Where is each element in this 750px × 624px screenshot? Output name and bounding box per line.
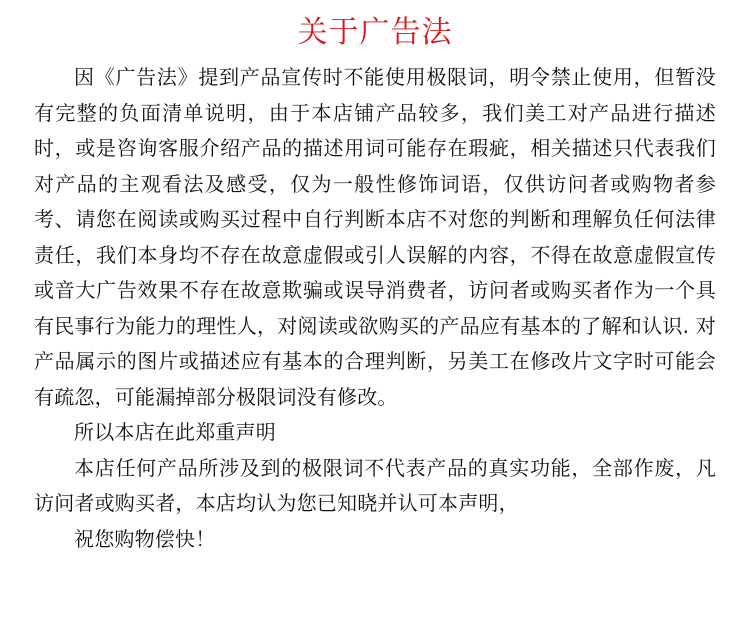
page-title: 关于广告法 xyxy=(297,15,453,50)
declaration-paragraph: 本店任何产品所涉及到的极限词不代表产品的真实功能，全部作废，凡访问者或购买者，本店均认为您已知晓并认可本声明， xyxy=(34,455,716,515)
closing-wish: 祝您购物偿快！ xyxy=(74,526,216,551)
disclaimer-paragraph: 因《广告法》提到产品宣传时不能使用极限词，明令禁止使用，但暂没有完整的负面清单说明，由于本店铺产品较多，我们美工对产品进行描述时，或是咨询客服介绍产品的描述用词可能存在瑕疵，相关描述只代表我们对产品的主观看法及感受，仅为一般性修饰词语，仅供访问者或购物者参考、请您在阅读或购买过程中自行判断本店不对您的判断和理解负任何法律责任，我们本身均不存在故意虚假或引人误解的内容，不得在故意虚假宣传或音大广告效果不存在故意欺骗或误导消费者，访问者或购买者作为一个具有民事行为能力的理性人，对阅读或欲购买的产品应有基本的了解和认识. 对产品属示的图片或描述应有基本的合理判断，另美工在修改片文字时可能会有疏忽，可能漏掉部分极限词没有修改。 xyxy=(34,65,716,409)
declaration-heading: 所以本店在此郑重声明 xyxy=(74,420,276,444)
